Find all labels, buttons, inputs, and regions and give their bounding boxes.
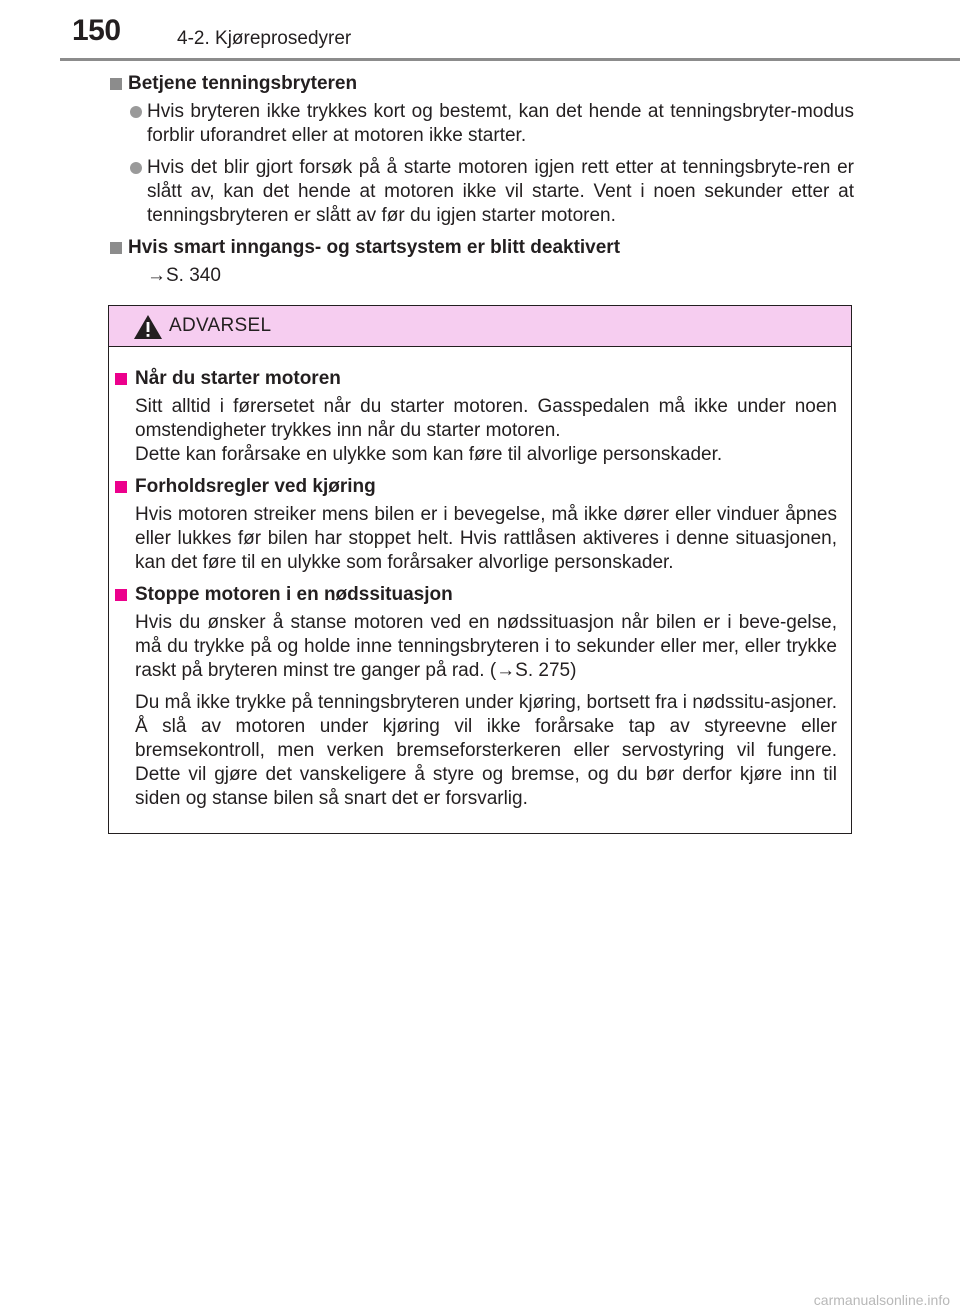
warning-box	[108, 305, 852, 834]
list-item: Hvis bryteren ikke trykkes kort og bestemt, kan det hende at tenningsbryter-modus forblir uforandret eller at motoren ikke starter.	[110, 100, 854, 148]
section-heading: Betjene tenningsbryteren	[110, 72, 854, 96]
page-header	[0, 0, 960, 62]
warning-triangle-icon	[133, 314, 163, 340]
chapter-title: 4-2. Kjøreprosedyrer	[177, 28, 352, 49]
square-bullet-icon	[110, 78, 122, 90]
warning-header	[109, 306, 851, 347]
square-bullet-icon	[110, 242, 122, 254]
square-bullet-icon	[115, 589, 127, 601]
warning-body	[109, 347, 851, 811]
square-bullet-icon	[115, 481, 127, 493]
warning-paragraph: Hvis du ønsker å stanse motoren ved en nødssituasjon når bilen er i beve-gelse, må du trykke på og holde inne tenningsbryteren i to sekunder eller mer, eller trykke raskt på bryteren minst tre ganger på rad. (→S. 275)	[135, 612, 837, 681]
warning-item-heading: Forholdsregler ved kjøring	[115, 475, 837, 499]
header-divider	[60, 58, 960, 61]
main-content	[110, 72, 854, 288]
warning-item-heading: Stoppe motoren i en nødssituasjon	[115, 583, 837, 607]
list-item: Hvis det blir gjort forsøk på å starte motoren igjen rett etter at tenningsbryte-ren er slått av, kan det hende at motoren ikke vil starte. Vent i noen sekunder etter at tenningsbryteren er slått av før du igjen starter motoren.	[110, 156, 854, 228]
page-reference-link[interactable]: →S. 340	[147, 265, 221, 286]
circle-bullet-icon	[130, 162, 142, 174]
warning-paragraph: Du må ikke trykke på tenningsbryteren under kjøring, bortsett fra i nødssitu-asjoner. Å slå av motoren under kjøring vil ikke forårsake tap av styreevne eller bremsekontroll, men verken bremseforsterkeren eller servostyring vil fungere. Dette vil gjøre det vanskeligere å styre og bremse, og du bør derfor kjøre inn til siden og stanse bilen så snart det er forsvarlig.	[135, 692, 837, 809]
page-number: 150	[72, 14, 121, 47]
footer-watermark: carmanualsonline.info	[813, 1292, 950, 1308]
warning-paragraph: Sitt alltid i førersetet når du starter motoren. Gasspedalen må ikke under noen omstendigheter trykkes inn når du starter motoren. Dette kan forårsake en ulykke som kan føre til alvorlige personskader.	[135, 396, 837, 465]
warning-item-heading: Når du starter motoren	[115, 367, 837, 391]
section-heading: Hvis smart inngangs- og startsystem er blitt deaktivert	[110, 236, 854, 260]
square-bullet-icon	[115, 373, 127, 385]
warning-title: ADVARSEL	[169, 315, 272, 336]
circle-bullet-icon	[130, 106, 142, 118]
warning-paragraph: Hvis motoren streiker mens bilen er i bevegelse, må ikke dører eller vinduer åpnes eller lukkes før bilen har stoppet helt. Hvis rattlåsen aktiveres i denne situasjonen, kan det føre til en ulykke som forårsaker alvorlige personskader.	[135, 504, 837, 573]
